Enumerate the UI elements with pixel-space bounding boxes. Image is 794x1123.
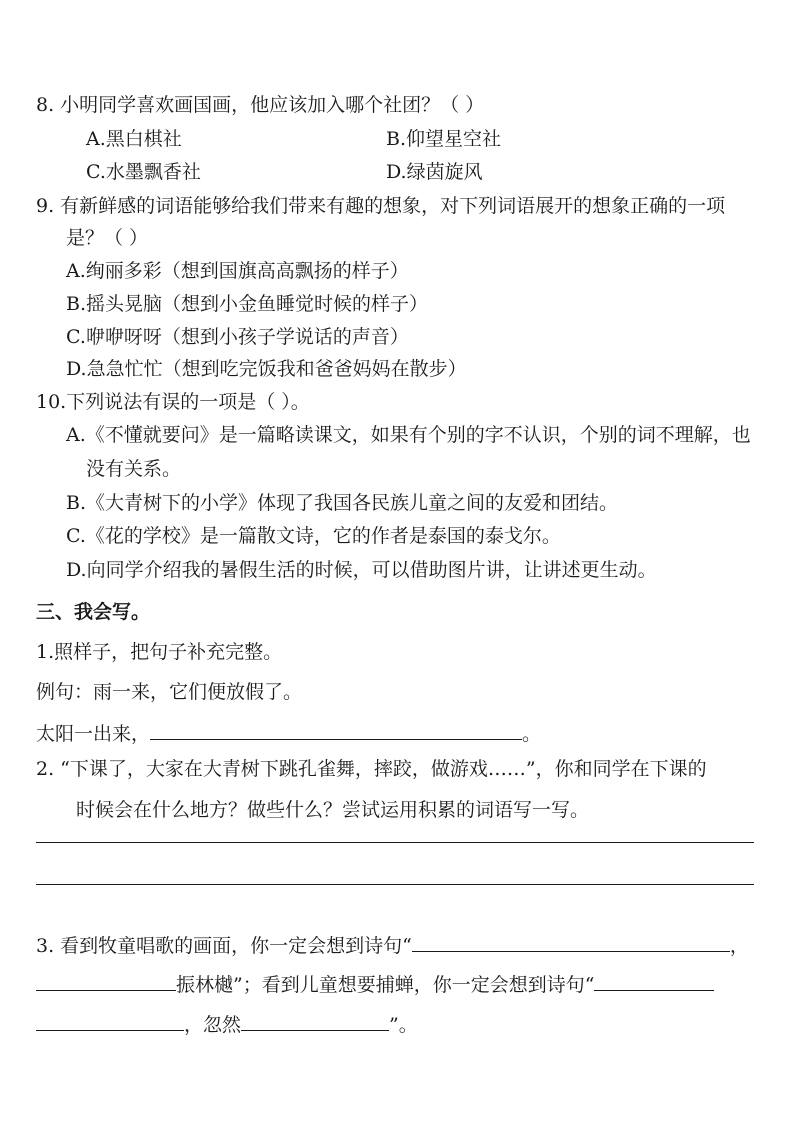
q9-option-d: D.急急忙忙（想到吃完饭我和爸爸妈妈在散步） bbox=[66, 358, 467, 380]
q10-option-b: B.《大青树下的小学》体现了我国各民族儿童之间的友爱和团结。 bbox=[66, 492, 619, 514]
w3-line1-suffix: ， bbox=[729, 935, 749, 957]
w3-blank-4[interactable] bbox=[36, 1012, 184, 1031]
w2-answer-line-2[interactable] bbox=[36, 884, 754, 885]
w1-example: 例句：雨一来，它们便放假了。 bbox=[36, 681, 303, 703]
w3-blank-5[interactable] bbox=[241, 1012, 389, 1031]
w3-blank-1[interactable] bbox=[412, 933, 730, 952]
w1-fill-prefix: 太阳一出来， bbox=[36, 723, 151, 745]
w3-line1-prefix: 3. 看到牧童唱歌的画面，你一定会想到诗句“ bbox=[36, 935, 412, 957]
q9-option-c: C.咿咿呀呀（想到小孩子学说话的声音） bbox=[66, 326, 409, 348]
section-title: 三、我会写。 bbox=[36, 601, 151, 623]
w3-line3 bbox=[36, 1012, 418, 1035]
q9-option-a: A.绚丽多彩（想到国旗高高飘扬的样子） bbox=[66, 260, 409, 282]
q8-option-d: D.绿茵旋风 bbox=[386, 161, 483, 183]
q8-option-a: A.黑白棋社 bbox=[86, 128, 182, 150]
q10-option-d: D.向同学介绍我的暑假生活的时候，可以借助图片讲，让讲述更生动。 bbox=[66, 559, 657, 581]
q8-option-b: B.仰望星空社 bbox=[386, 128, 502, 150]
q10-option-c: C.《花的学校》是一篇散文诗，它的作者是泰国的泰戈尔。 bbox=[66, 525, 561, 547]
w2-answer-line-1[interactable] bbox=[36, 842, 754, 843]
q9-stem-line2: 是？（ ） bbox=[66, 227, 149, 249]
w1-fill-suffix: 。 bbox=[522, 723, 542, 745]
w1-stem: 1.照样子，把句子补充完整。 bbox=[36, 641, 283, 663]
q9-stem-line1: 9. 有新鲜感的词语能够给我们带来有趣的想象，对下列词语展开的想象正确的一项 bbox=[36, 195, 726, 217]
w1-answer-blank[interactable] bbox=[150, 721, 522, 740]
w3-blank-2[interactable] bbox=[36, 972, 176, 991]
w3-blank-3[interactable] bbox=[594, 972, 714, 991]
w3-line2 bbox=[36, 972, 714, 995]
w3-line1 bbox=[36, 933, 749, 956]
q8-stem: 8. 小明同学喜欢画国画，他应该加入哪个社团？（ ） bbox=[36, 94, 485, 116]
w3-line3-mid: ，忽然 bbox=[184, 1014, 242, 1036]
w3-line2-mid: 振林樾”；看到儿童想要捕蝉，你一定会想到诗句“ bbox=[176, 974, 595, 996]
q10-stem: 10.下列说法有误的一项是（ ）。 bbox=[36, 391, 310, 413]
q9-option-b: B.摇头晃脑（想到小金鱼睡觉时候的样子） bbox=[66, 293, 429, 315]
q10-option-a-line2: 没有关系。 bbox=[86, 458, 182, 480]
w3-line3-suffix: ”。 bbox=[389, 1014, 418, 1036]
q10-option-a-line1: A.《不懂就要问》是一篇略读课文，如果有个别的字不认识，个别的词不理解，也 bbox=[66, 424, 751, 446]
w2-stem-line1: 2. “下课了，大家在大青树下跳孔雀舞，摔跤，做游戏……”，你和同学在下课的 bbox=[36, 758, 707, 780]
w1-fill-row bbox=[36, 721, 541, 744]
q8-option-c: C.水墨飘香社 bbox=[86, 161, 201, 183]
w2-stem-line2: 时候会在什么地方？做些什么？尝试运用积累的词语写一写。 bbox=[76, 799, 590, 821]
